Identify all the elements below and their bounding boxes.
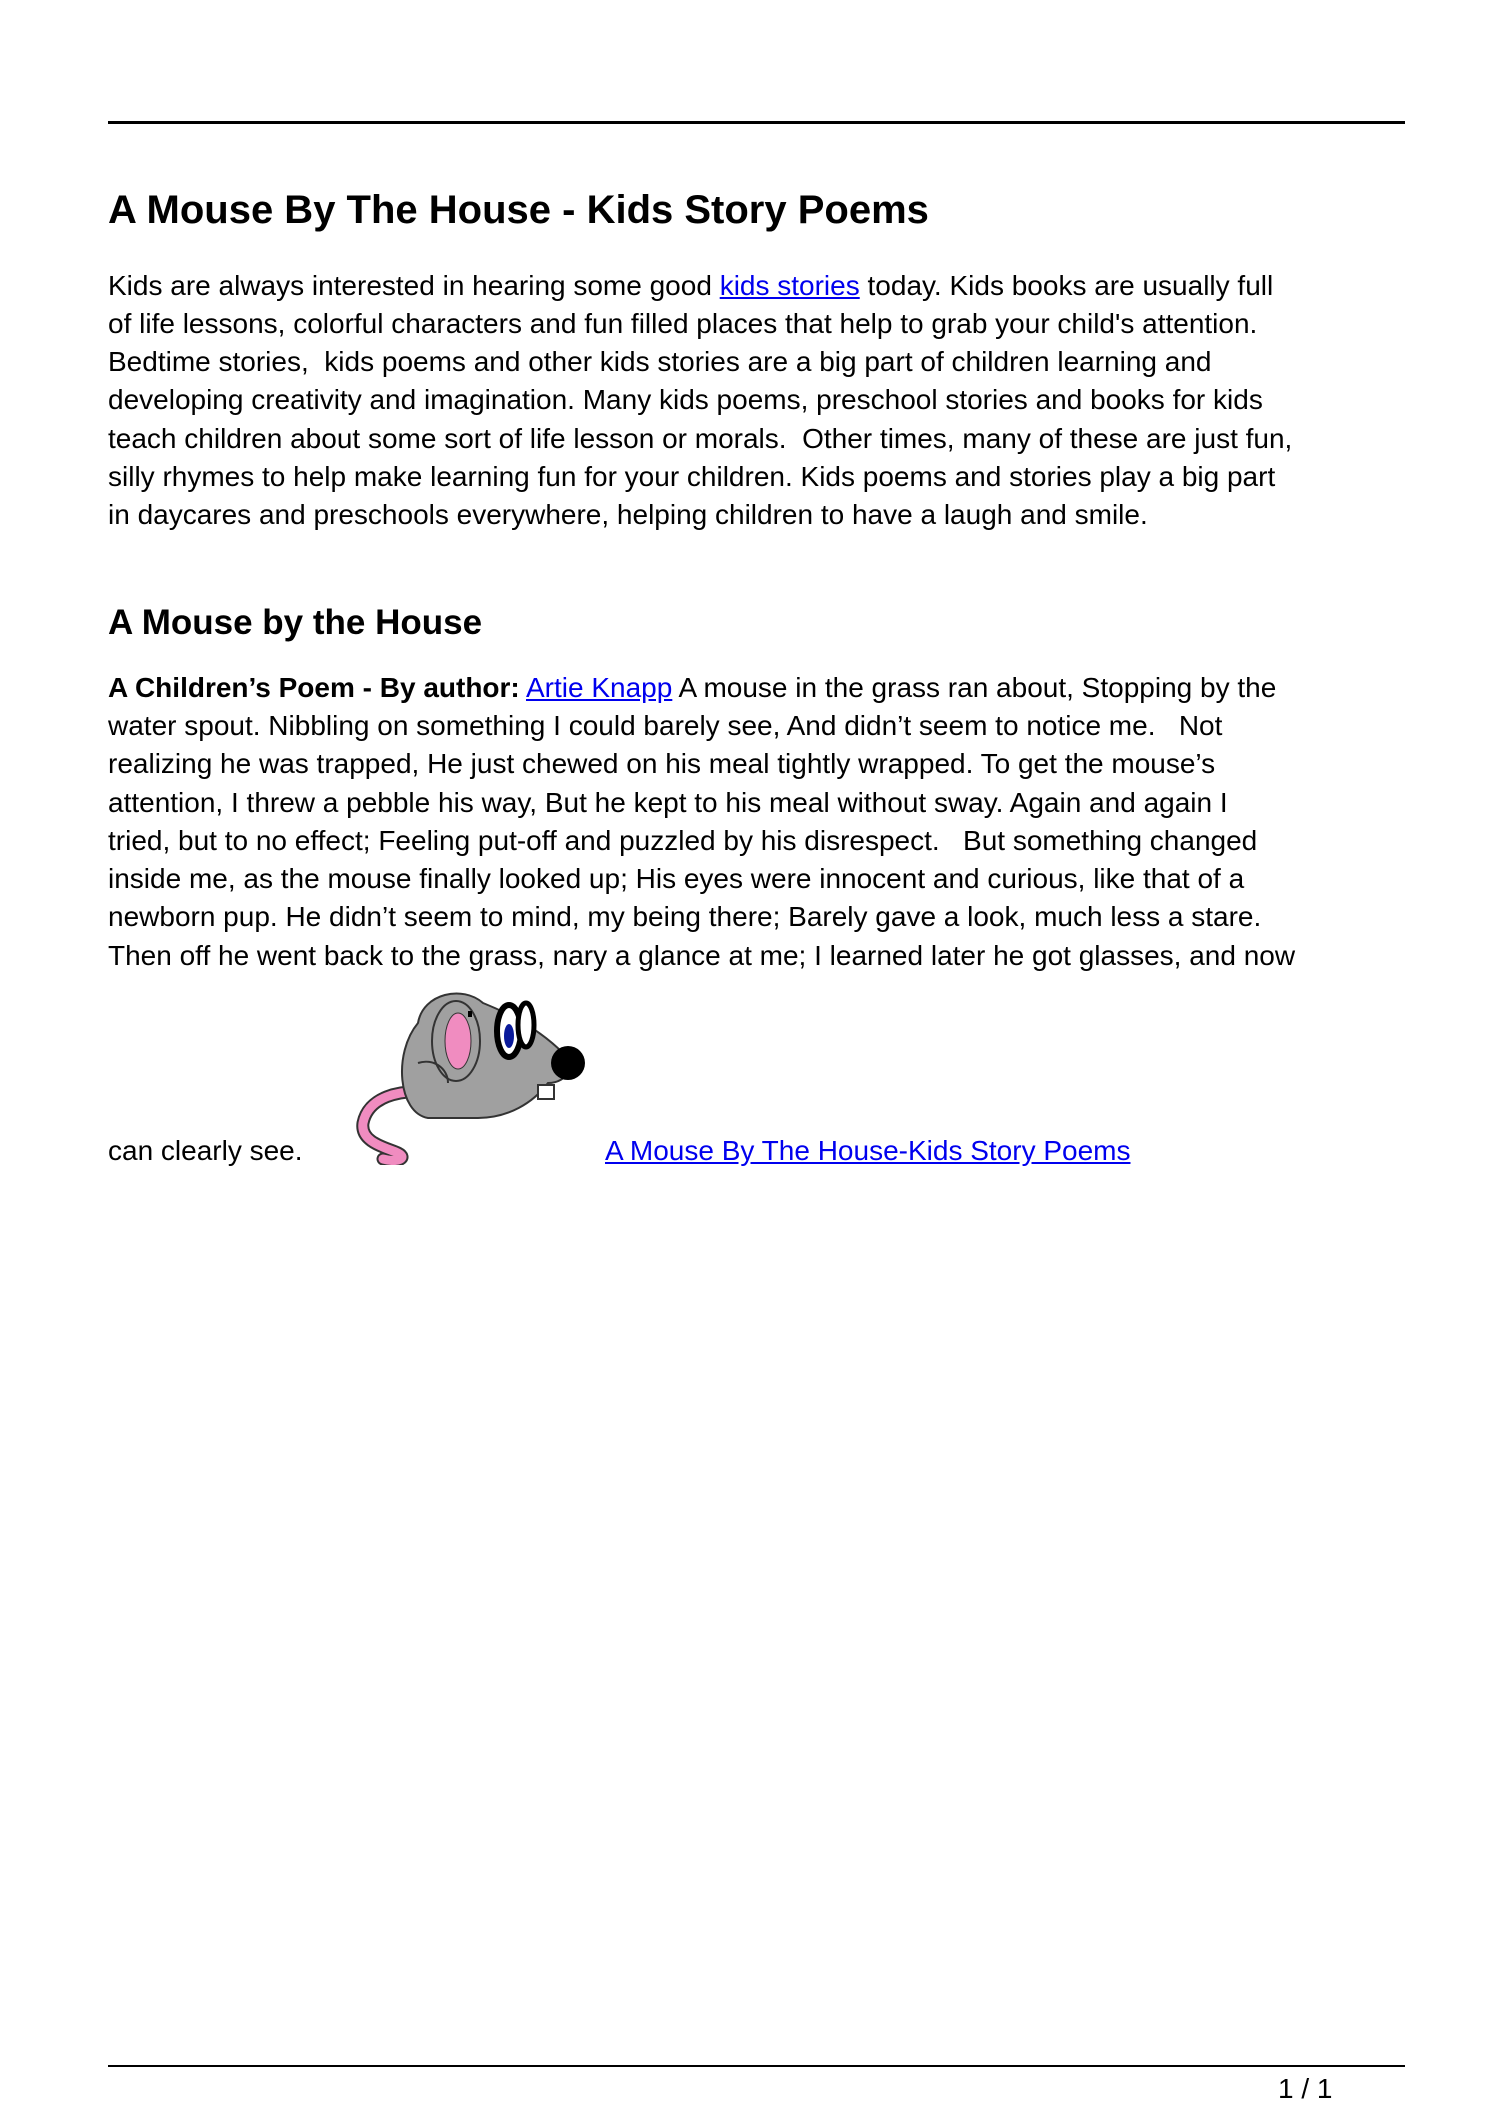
intro-line: silly rhymes to help make learning fun for your children. Kids poems and stories play a big part xyxy=(108,461,1276,492)
intro-text: Kids are always interested in hearing some good xyxy=(108,270,720,301)
page-title: A Mouse By The House - Kids Story Poems xyxy=(108,188,929,232)
poem-line xyxy=(108,669,1276,707)
intro-line xyxy=(108,267,1273,305)
poem-line: tried, but to no effect; Feeling put-off and puzzled by his disrespect. But something changed xyxy=(108,825,1258,856)
section-heading: A Mouse by the House xyxy=(108,603,483,642)
page-number: 1 / 1 xyxy=(1278,2073,1333,2104)
intro-text: today. Kids books are usually full xyxy=(859,270,1274,301)
intro-line: in daycares and preschools everywhere, helping children to have a laugh and smile. xyxy=(108,499,1148,530)
poem-line: realizing he was trapped, He just chewed on his meal tightly wrapped. To get the mouse’s xyxy=(108,748,1216,779)
author-link[interactable]: Artie Knapp xyxy=(525,672,673,703)
poem-text: A mouse in the grass ran about, Stopping by the xyxy=(672,672,1277,703)
poem-line: Then off he went back to the grass, nary a glance at me; I learned later he got glasses, and now xyxy=(108,940,1296,971)
poem-line: water spout. Nibbling on something I could barely see, And didn’t seem to notice me. Not xyxy=(108,710,1223,741)
kids-stories-link[interactable]: kids stories xyxy=(719,270,860,301)
intro-line: teach children about some sort of life lesson or morals. Other times, many of these are just fun, xyxy=(108,423,1293,454)
poem-label: A Children’s Poem - By author: xyxy=(108,672,520,703)
intro-line: developing creativity and imagination. Many kids poems, preschool stories and books for kids xyxy=(108,384,1263,415)
poem-line: newborn pup. He didn’t seem to mind, my being there; Barely gave a look, much less a stare. xyxy=(108,901,1262,932)
header-rule xyxy=(108,121,1405,124)
intro-line: Bedtime stories, kids poems and other kids stories are a big part of children learning and xyxy=(108,346,1212,377)
intro-line: of life lessons, colorful characters and fun filled places that help to grab your child's attention. xyxy=(108,308,1258,339)
poem-line: inside me, as the mouse finally looked up; His eyes were innocent and curious, like that of a xyxy=(108,863,1245,894)
footer-rule xyxy=(108,2065,1405,2067)
mouse-with-glasses-image xyxy=(338,983,590,1165)
mouse-poem-link[interactable]: A Mouse By The House-Kids Story Poems xyxy=(605,1135,1131,1166)
poem-last-line: can clearly see. xyxy=(108,1135,303,1166)
poem-line: attention, I threw a pebble his way, But he kept to his meal without sway. Again and again I xyxy=(108,787,1228,818)
